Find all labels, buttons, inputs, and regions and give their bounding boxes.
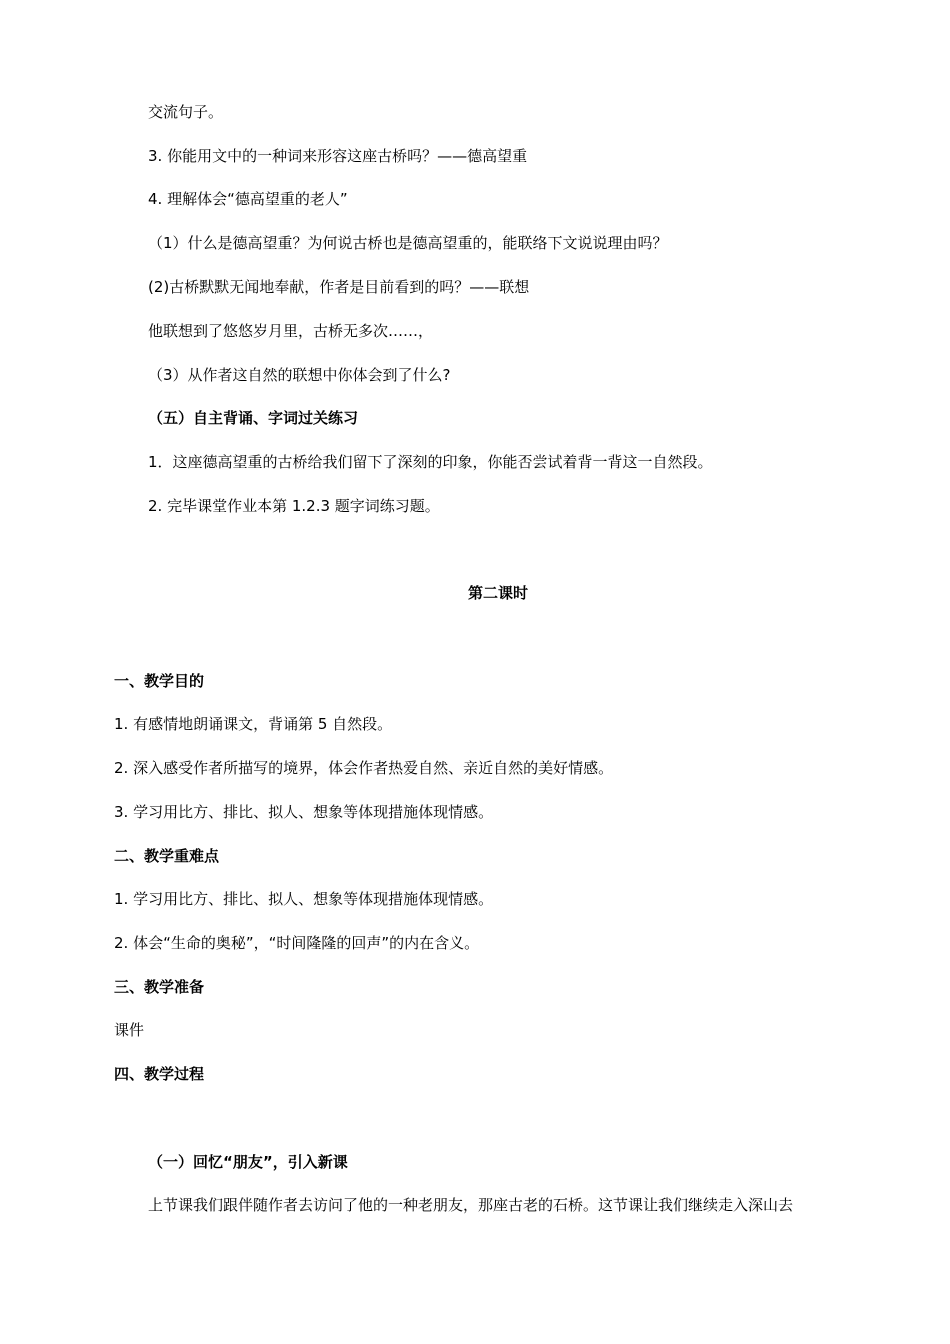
- sub-question-2: (2)古桥默默无闻地奉献，作者是目前看到的吗？——联想: [148, 278, 530, 296]
- sub-question-1: （1）什么是德高望重？为何说古桥也是德高望重的，能联络下文说说理由吗？: [148, 234, 668, 252]
- section-heading-5: （五）自主背诵、字词过关练习: [148, 409, 359, 427]
- paragraph-line: 交流句子。: [148, 103, 224, 121]
- exercise-2: 2. 完毕课堂作业本第 1.2.3 题字词练习题。: [148, 497, 440, 515]
- difficulty-item: 1. 学习用比方、排比、拟人、想象等体现措施体现情感。: [114, 890, 494, 908]
- goal-item: 3. 学习用比方、排比、拟人、想象等体现措施体现情感。: [114, 803, 494, 821]
- exercise-1: 1．这座德高望重的古桥给我们留下了深刻的印象，你能否尝试着背一背这一自然段。: [148, 453, 713, 471]
- process-heading: 四、教学过程: [114, 1065, 205, 1083]
- sub-question-3: （3）从作者这自然的联想中你体会到了什么?: [148, 366, 451, 384]
- goal-item: 2. 深入感受作者所描写的境界，体会作者热爱自然、亲近自然的美好情感。: [114, 759, 614, 777]
- difficulties-heading: 二、教学重难点: [114, 847, 220, 865]
- preparation-text: 课件: [114, 1021, 145, 1039]
- question-4: 4. 理解体会“德高望重的老人”: [148, 190, 348, 208]
- lesson-title: 第二课时: [467, 584, 528, 602]
- preparation-heading: 三、教学准备: [114, 978, 205, 996]
- goals-heading: 一、教学目的: [114, 672, 205, 690]
- process-sub-heading: （一）回忆“朋友”，引入新课: [148, 1153, 348, 1171]
- goal-item: 1. 有感情地朗诵课文，背诵第 5 自然段。: [114, 715, 393, 733]
- question-3: 3. 你能用文中的一种词来形容这座古桥吗？——德高望重: [148, 147, 528, 165]
- difficulty-item: 2. 体会“生命的奥秘”，“时间隆隆的回声”的内在含义。: [114, 934, 480, 952]
- process-text: 上节课我们跟伴随作者去访问了他的一种老朋友，那座古老的石桥。这节课让我们继续走入深山去: [148, 1196, 794, 1214]
- paragraph-line: 他联想到了悠悠岁月里，古桥无多次……，: [148, 322, 434, 340]
